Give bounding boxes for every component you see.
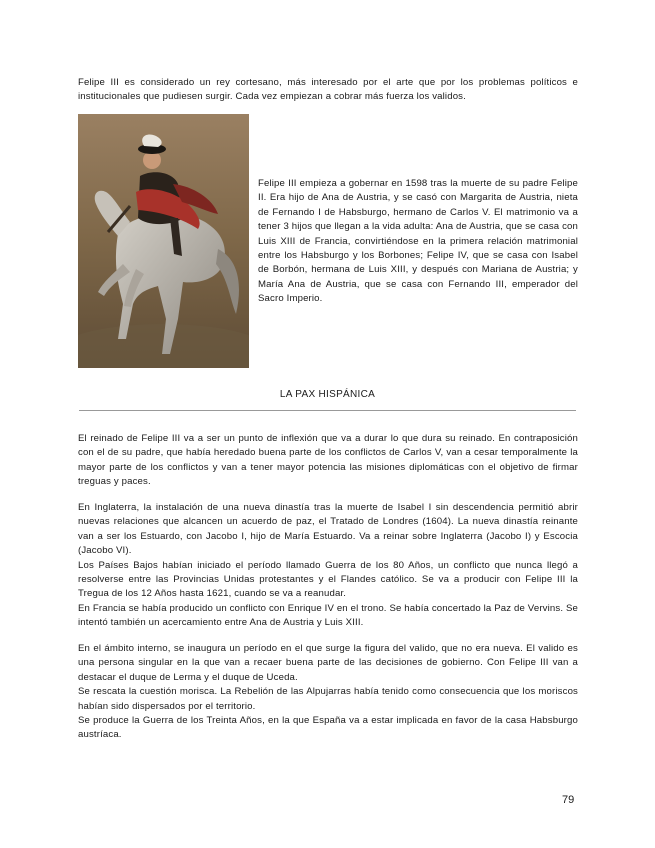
body-paragraph: Se produce la Guerra de los Treinta Años, en la que España va a estar implicada en favor de la casa Habsburgo austríaca. xyxy=(78,715,578,741)
body-block-2 xyxy=(78,501,578,631)
body-paragraph: Los Países Bajos habían iniciado el período llamado Guerra de los 80 Años, un conflicto que nunca llegó a resolverse entre las Provincias Unidas protestantes y el Flandes católico. Se va a producir con Felipe III la Tregua de los 12 Años hasta 1621, cuando se va a reanudar. xyxy=(78,559,578,600)
section-divider xyxy=(79,410,576,411)
body-paragraph: El reinado de Felipe III va a ser un punto de inflexión que va a durar lo que dura su reinado. En contraposición con el de su padre, que había heredado buena parte de los conflictos de Carlos V, van a cesar temporalmente la mayor parte de los conflictos y van a tener mayor potencia las misiones diplomáticas con el objetivo de firmar treguas y paces. xyxy=(78,433,578,488)
body-paragraph: Se rescata la cuestión morisca. La Rebelión de las Alpujarras había tenido como consecuencia que los moriscos habían sido dispersados por el territorio. xyxy=(78,686,578,712)
body-block-3 xyxy=(78,642,578,743)
body-paragraph: En Francia se había producido un conflicto con Enrique IV en el trono. Se había concertado la Paz de Vervins. Se intentó también un acercamiento entre Ana de Austria y Luis XIII. xyxy=(78,602,578,629)
body-paragraph: En el ámbito interno, se inaugura un período en el que surge la figura del valido, que no era nueva. El valido es una persona singular en la que van a recaer buena parte de las decisiones de gobierno. Con Felipe III van a destacar el duque de Lerma y el duque de Uceda. xyxy=(78,643,578,683)
body-paragraph: En Inglaterra, la instalación de una nueva dinastía tras la muerte de Isabel I sin descendencia permitió abrir nuevas relaciones que alcancen un acuerdo de paz, el Tratado de Londres (1604). La nueva dinastía reinante van a ser los Estuardo, con Jacobo I, hijo de María Estuardo. Va a reinar sobre Inglaterra (Jacobo I) y Escocia (Jacobo VI). xyxy=(78,502,578,557)
intro-paragraph: Felipe III es considerado un rey cortesano, más interesado por el arte que por los problemas políticos e institucionales que pudiesen surgir. Cada vez empiezan a cobrar más fuerza los validos. xyxy=(78,77,578,103)
equestrian-portrait-image xyxy=(78,114,249,368)
biography-paragraph: Felipe III empieza a gobernar en 1598 tras la muerte de su padre Felipe II. Era hijo de Ana de Austria, y se casó con Margarita de Austria, nieta de Fernando I de Habsburgo, hermano de Carlos V. El matrimonio va a tener 3 hijos que llegan a la vida adulta: Ana de Austria, que se casa con Luis XIII de Francia, convirtiéndose en la primera relación matrimonial entre los Habsburgo y los Borbones; Felipe IV, que se casa con Isabel de Borbón, hermana de Luis XIII, y después con Mariana de Austria; y María Ana de Austria, que se casa con Fernando III, emperador del Sacro Imperio. xyxy=(258,178,578,305)
body-block-1 xyxy=(78,432,578,490)
page-number: 79 xyxy=(562,794,575,806)
section-title: LA PAX HISPÁNICA xyxy=(279,389,376,400)
